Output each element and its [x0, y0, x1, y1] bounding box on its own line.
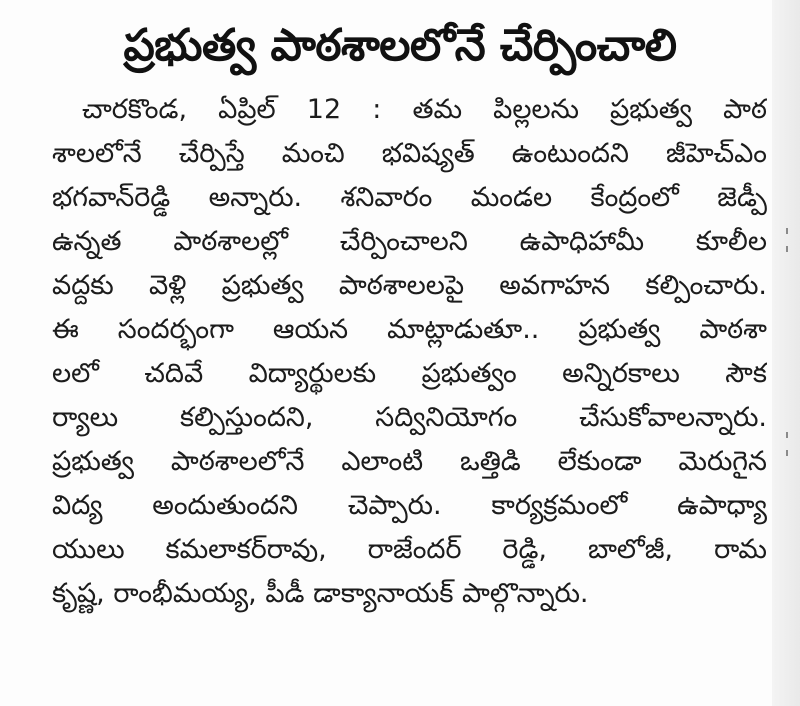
article-headline: ప్రభుత్వ పాఠశాలలోనే చేర్పించాలి — [123, 20, 677, 71]
body-line: కృష్ణ, రాంభీమయ్య, పీడీ డాక్యానాయక్ పాల్గొన్నారు. — [52, 578, 589, 609]
body-line: వద్దకు వెళ్లి ప్రభుత్వ పాఠశాలలపై అవగాహన కల్పించారు. — [52, 270, 767, 301]
body-line: భగవాన్‌రెడ్డి అన్నారు. శనివారం మండల కేంద్రంలో జెడ్పీ — [52, 182, 767, 213]
body-line: ర్యాలు కల్పిస్తుందని, సద్వినియోగం చేసుకోవాలన్నారు. — [52, 402, 767, 433]
body-line: చారకొండ, ఏప్రిల్ 12 : తమ పిల్లలను ప్రభుత్వ పాఠ — [82, 94, 767, 125]
body-line: లలో చదివే విద్యార్థులకు ప్రభుత్వం అన్నిరకాలు సౌక — [52, 358, 767, 389]
body-line: విద్య అందుతుందని చెప్పారు. కార్యక్రమంలో ఉపాధ్యా — [52, 490, 767, 521]
edge-mark — [786, 432, 788, 438]
article-body — [52, 88, 767, 616]
body-line: ఈ సందర్భంగా ఆయన మాట్లాడుతూ.. ప్రభుత్వ పాఠశా — [52, 314, 767, 345]
body-line: శాలలోనే చేర్పిస్తే మంచి భవిష్యత్ ఉంటుందని జీహెచ్ఎం — [52, 138, 767, 169]
edge-mark — [786, 228, 788, 234]
edge-mark — [786, 246, 788, 252]
body-line: యులు కమలాకర్‌రావు, రాజేందర్ రెడ్డి, బాలోజీ, రామ — [52, 534, 767, 565]
body-line: ఉన్నత పాఠశాలల్లో చేర్పించాలని ఉపాధిహామీ కూలీల — [52, 226, 767, 257]
edge-mark — [786, 450, 788, 456]
page-edge-strip — [772, 0, 800, 706]
body-line: ప్రభుత్వ పాఠశాలలోనే ఎలాంటి ఒత్తిడి లేకుండా మెరుగైన — [52, 446, 767, 477]
